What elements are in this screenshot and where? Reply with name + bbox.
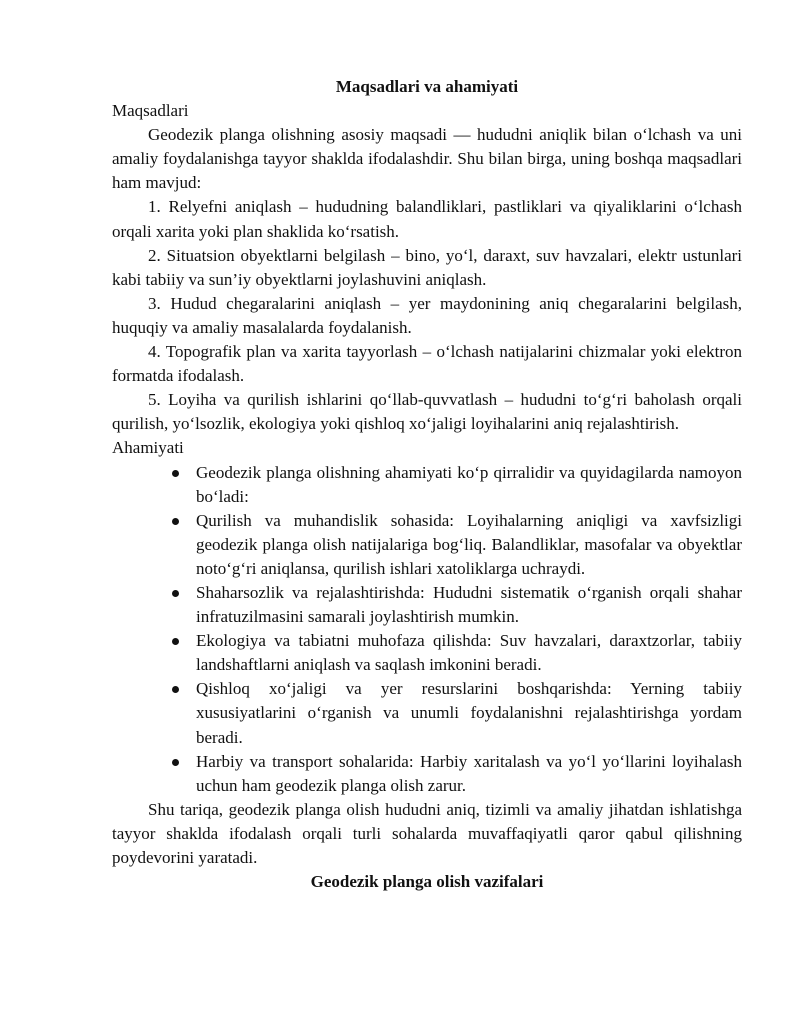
maqsadlari-label: Maqsadlari (112, 101, 189, 121)
goal-item: 2. Situatsion obyektlarni belgilash – bino, yo‘l, daraxt, suv havzalari, elektr ustunlari kabi tabiiy va sun’iy obyektlarni joylashuvini aniqlash. (112, 245, 742, 289)
goal-item: 1. Relyefni aniqlash – hududning balandliklari, pastliklari va qiyaliklarini o‘lchash orqali xarita yoki plan shaklida ko‘rsatish. (112, 197, 742, 241)
bullet-icon (172, 759, 179, 766)
bullet-icon (172, 518, 179, 525)
bullet-icon (172, 638, 179, 645)
list-item (196, 750, 742, 798)
bullet-icon (172, 590, 179, 597)
list-item-text: Shaharsozlik va rejalashtirishda: Hududni sistematik o‘rganish orqali shahar infratuzilmasini samarali joylashtirish mumkin. (196, 582, 742, 627)
ahamiyati-label: Ahamiyati (112, 438, 184, 458)
bullet-icon (172, 470, 179, 477)
page-title: Maqsadlari va ahamiyati (335, 77, 519, 96)
list-item (196, 677, 742, 749)
list-item-text: Qishloq xo‘jaligi va yer resurslarini boshqarishda: Yerning tabiiy xususiyatlarini o‘rganish va unumli foydalanishni rejalashtirishga yordam beradi. (196, 679, 742, 747)
intro-paragraph: Geodezik planga olishning asosiy maqsadi — hududni aniqlik bilan o‘lchash va uni amaliy foydalanishga tayyor shaklda ifodalashdir. Shu bilan birga, uning boshqa maqsadlari ham mavjud: (112, 125, 742, 193)
bullet-icon (172, 686, 179, 693)
goal-item: 3. Hudud chegaralarini aniqlash – yer maydonining aniq chegaralarini belgilash, huquqiy va amaliy masalalarda foydalanish. (112, 293, 742, 337)
document-page (112, 75, 742, 894)
list-item (196, 461, 742, 509)
list-item-text: Geodezik planga olishning ahamiyati ko‘p qirralidir va quyidagilarda namoyon bo‘ladi: (196, 462, 742, 506)
goal-item: 5. Loyiha va qurilish ishlarini qo‘llab-quvvatlash – hududni to‘g‘ri baholash orqali qurilish, yo‘lsozlik, ekologiya yoki qishloq xo‘jaligi loyihalarini aniq rejalashtirish. (112, 390, 742, 434)
list-item (196, 581, 742, 629)
list-item-text: Harbiy va transport sohalarida: Harbiy xaritalash va yo‘l yo‘llarini loyihalash uchun ham geodezik planga olish zarur. (196, 751, 742, 795)
list-item (196, 509, 742, 581)
section-heading: Geodezik planga olish vazifalari (310, 872, 544, 892)
importance-list (112, 461, 742, 798)
list-item-text: Qurilish va muhandislik sohasida: Loyihalarning aniqligi va xavfsizligi geodezik planga olish natijalariga bog‘liq. Balandliklar, masofalar va obyektlar noto‘g‘ri aniqlansa, qurilish ishlari xatoliklarga uchraydi. (196, 510, 742, 578)
list-item-text: Ekologiya va tabiatni muhofaza qilishda: Suv havzalari, daraxtzorlar, tabiiy landshaftlarni aniqlash va saqlash imkonini beradi. (196, 631, 742, 675)
goal-item: 4. Topografik plan va xarita tayyorlash – o‘lchash natijalarini chizmalar yoki elektron formatda ifodalash. (112, 342, 742, 386)
conclusion-paragraph: Shu tariqa, geodezik planga olish hududni aniq, tizimli va amaliy jihatdan ishlatishga tayyor shaklda ifodalash orqali turli sohalarda muvaffaqiyatli qaror qabul qilishning poydevorini yaratadi. (112, 799, 742, 867)
list-item (196, 629, 742, 677)
